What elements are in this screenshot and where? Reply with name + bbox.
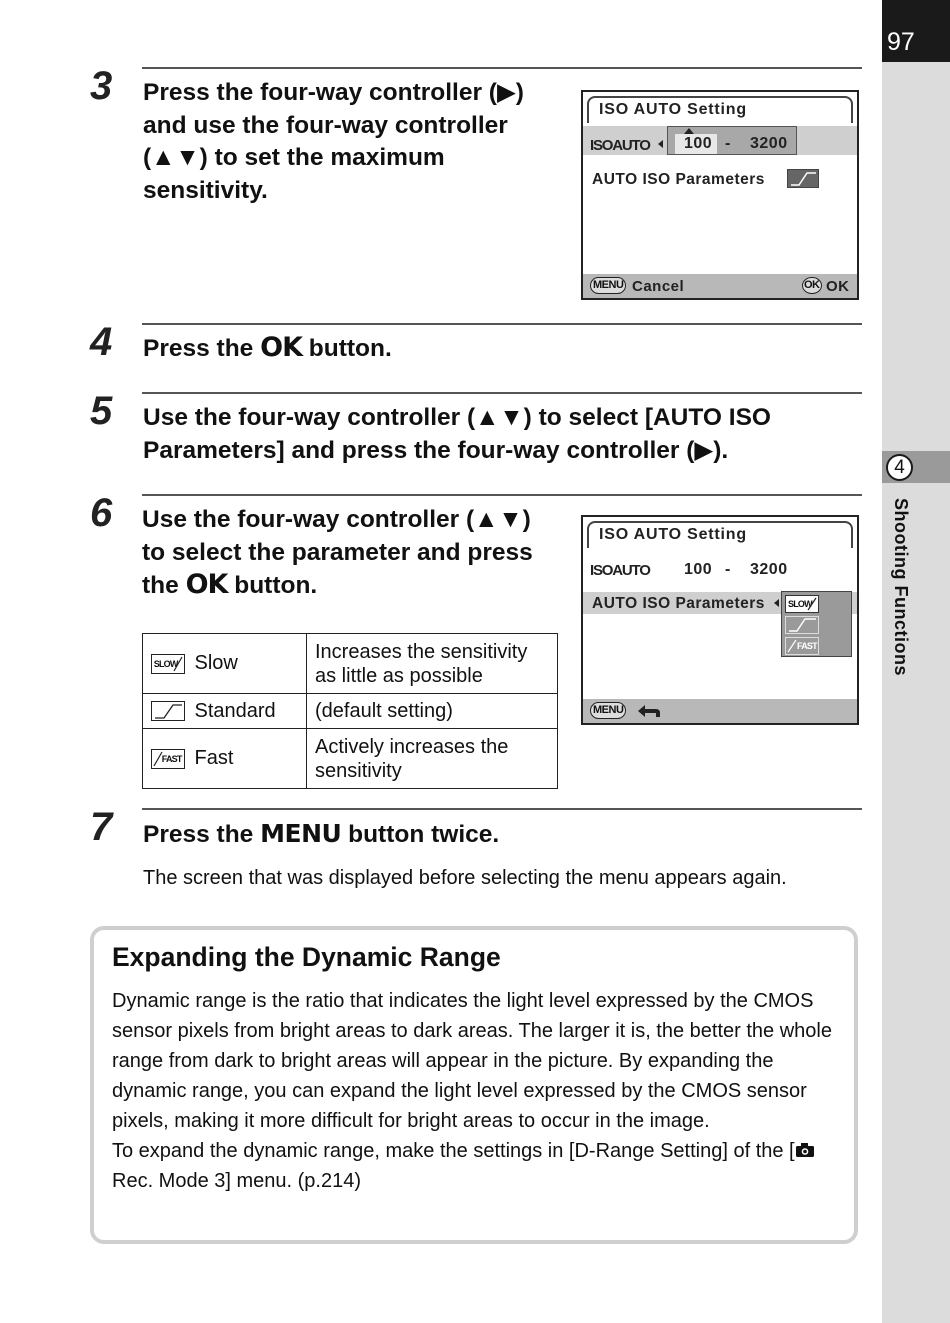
step-divider xyxy=(142,494,862,496)
step-divider xyxy=(142,67,862,69)
screen-footer xyxy=(583,699,857,723)
info-box-dynamic-range xyxy=(90,926,858,1244)
auto-iso-params-label: AUTO ISO Parameters xyxy=(592,595,765,612)
camera-icon xyxy=(795,1137,815,1153)
table-icon-cell xyxy=(143,729,193,789)
range-dash: - xyxy=(725,135,731,152)
step-5-line: Use the four-way controller (▲▼) to select [AUTO ISO xyxy=(143,404,771,431)
step-number-7: 7 xyxy=(90,805,113,849)
step-4-text: button. xyxy=(302,335,392,362)
ok-label[interactable]: OK xyxy=(826,278,850,295)
table-name-cell: Fast xyxy=(193,729,307,789)
step-5-line: Parameters] and press the four-way controller (▶). xyxy=(143,436,729,464)
iso-auto-label: ISOAUTO xyxy=(590,562,650,579)
step-6-line: to select the parameter and press xyxy=(142,538,533,566)
step-4-text: Press the xyxy=(143,335,261,362)
step-6-line: Use the four-way controller (▲▼) xyxy=(142,506,531,533)
step-divider xyxy=(142,323,862,325)
parameter-table xyxy=(142,633,558,789)
step-number-4: 4 xyxy=(90,320,113,364)
chapter-title: Shooting Functions xyxy=(891,498,911,676)
step-3-instruction xyxy=(143,77,563,207)
step-6-instruction xyxy=(142,504,562,603)
info-paragraph: To expand the dynamic range, make the settings in [D-Range Setting] of the [ Rec. Mode 3] menu. (p.214) xyxy=(112,1136,852,1196)
screen-title-bar xyxy=(587,521,853,548)
info-paragraph: Dynamic range is the ratio that indicates the light level expressed by the CMOS sensor pixels from bright areas to dark areas. The larger it is, the better the whole range from dark to bright areas will appear in the picture. By expanding the dynamic range, you can expand the light level expressed by the CMOS sensor pixels, making it more difficult for bright areas to occur in the image. xyxy=(112,990,832,1132)
iso-auto-label: ISOAUTO xyxy=(590,137,650,154)
step-3-line: and use the four-way controller xyxy=(143,111,508,139)
table-desc-cell: Actively increases the sensitivity xyxy=(307,729,558,789)
iso-min-value: 100 xyxy=(684,135,713,152)
step-4-instruction xyxy=(143,332,392,366)
menu-button-icon: MENU xyxy=(590,277,626,294)
left-arrow-icon xyxy=(658,140,663,148)
camera-screen-auto-iso-params xyxy=(581,515,859,725)
standard-curve-icon xyxy=(787,169,819,188)
info-body xyxy=(112,986,852,1196)
step-number-3: 3 xyxy=(90,64,113,108)
screen-title: ISO AUTO Setting xyxy=(599,526,747,543)
option-standard[interactable] xyxy=(785,616,819,634)
table-name-cell: Standard xyxy=(193,694,307,729)
chapter-number: 4 xyxy=(886,454,913,481)
step-divider xyxy=(142,808,862,810)
option-fast[interactable] xyxy=(785,637,819,655)
table-icon-cell xyxy=(143,694,193,729)
table-icon-cell xyxy=(143,634,193,694)
step-3-line: Press the four-way controller (▶) xyxy=(143,79,524,106)
menu-button-icon: MENU xyxy=(590,702,626,719)
standard-icon xyxy=(151,701,185,721)
auto-iso-params-label: AUTO ISO Parameters xyxy=(592,171,765,188)
ok-button-glyph: OK xyxy=(260,332,302,363)
screen-title: ISO AUTO Setting xyxy=(599,101,747,118)
info-title: Expanding the Dynamic Range xyxy=(112,942,501,972)
camera-screen-iso-auto xyxy=(581,90,859,300)
step-number-6: 6 xyxy=(90,491,113,535)
table-desc-cell: Increases the sensitivity as little as possible xyxy=(307,634,558,694)
step-5-instruction xyxy=(143,402,863,467)
step-7-note: The screen that was displayed before selecting the menu appears again. xyxy=(143,867,787,889)
slow-icon: SLOW xyxy=(788,599,812,609)
option-slow[interactable] xyxy=(785,595,819,613)
ok-button-glyph: OK xyxy=(185,569,228,600)
slow-icon: SLOW xyxy=(151,654,185,674)
step-7-instruction: Press the MENU button twice. xyxy=(143,819,500,848)
fast-icon: FAST xyxy=(151,749,185,769)
menu-button-glyph: MENU xyxy=(260,819,342,848)
page-number: 97 xyxy=(887,28,915,56)
table-row xyxy=(143,694,558,729)
step-3-line: (▲▼) to set the maximum xyxy=(143,144,445,171)
iso-max-value: 3200 xyxy=(750,135,788,152)
step-6-line: the OK button. xyxy=(142,569,318,600)
table-name-cell: Slow xyxy=(193,634,307,694)
table-desc-cell: (default setting) xyxy=(307,694,558,729)
step-divider xyxy=(142,392,862,394)
table-row xyxy=(143,634,558,694)
table-row xyxy=(143,729,558,789)
ok-button-icon: OK xyxy=(802,277,822,294)
iso-min-value: 100 xyxy=(684,561,713,578)
fast-icon: FAST xyxy=(797,641,817,651)
step-number-5: 5 xyxy=(90,389,113,433)
screen-footer xyxy=(583,274,857,298)
screen-title-bar xyxy=(587,96,853,123)
range-dash: - xyxy=(725,561,731,578)
back-arrow-icon[interactable] xyxy=(634,702,662,720)
step-3-line: sensitivity. xyxy=(143,176,268,204)
left-arrow-icon xyxy=(774,599,779,607)
iso-max-value: 3200 xyxy=(750,561,788,578)
cancel-label[interactable]: Cancel xyxy=(632,278,685,295)
